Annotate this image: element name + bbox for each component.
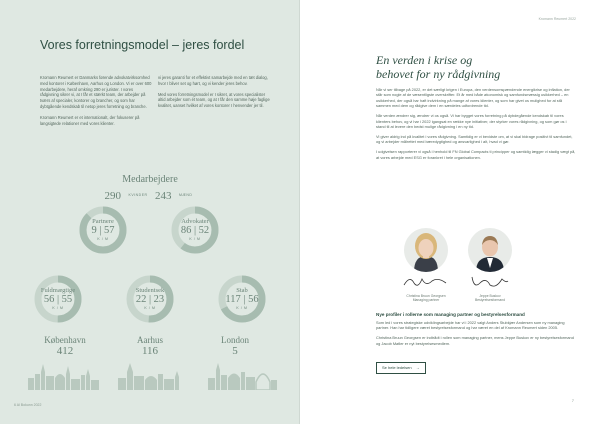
arrow-right-icon: → bbox=[415, 365, 420, 370]
city-name: København bbox=[44, 335, 86, 345]
city-name: Aarhus bbox=[137, 335, 163, 345]
group-value: 86 | 52 bbox=[180, 225, 210, 236]
left-page-title: Vores forretningsmodel – jeres fordel bbox=[40, 38, 245, 52]
left-column-2 bbox=[158, 75, 270, 114]
left-page-footer: 6 Al Bokunn 2022 bbox=[14, 403, 42, 407]
city-count: 412 bbox=[56, 345, 74, 357]
title-line: behovet for ny rådgivning bbox=[376, 67, 501, 81]
body-paragraph: Vi giver aldrig ind på kvalitet i vores rådgivning. Samtidig er vi bevidste om, at vi skal bidrage positivt til samfundet, og vi arbejder målrettet med bæredygtighed og ansvarlighed i alt, hvad vi gør. bbox=[376, 133, 573, 145]
group-name: Advokater bbox=[181, 218, 209, 225]
right-body-text bbox=[376, 87, 576, 164]
gender-totals bbox=[0, 186, 300, 204]
signature-christina bbox=[400, 273, 450, 291]
left-paragraph: Kromann Reumert er et internationalt, der fokuserer på langsigtede relationer med vores klienter. bbox=[40, 114, 140, 126]
city-kobenhavn bbox=[30, 335, 100, 357]
body-paragraph: I udgivelsen rapporterer vi også i henhold til FN Global Compacts ti principper og samtidig lægger vi stadig vægt på, at vores arbejde med ESG er forankret i hele organisationen. bbox=[376, 149, 576, 160]
title-line: En verden i krise og bbox=[376, 53, 473, 67]
ring-label-stab bbox=[218, 287, 266, 310]
right-page bbox=[300, 0, 600, 424]
caption-christina bbox=[396, 294, 456, 303]
city-london bbox=[200, 335, 270, 357]
portrait-jeppe-buskov bbox=[468, 228, 512, 272]
ring-label-fuldmaegtige bbox=[34, 287, 82, 310]
body-paragraph: Christina Bruun Georgsen er indtrådt i rollen som managing partner, mens Jeppe Buskov er ny bestyrelsesformand og Jacob Møller er nyt bestyrelsesmedlem. bbox=[376, 335, 574, 346]
ring-label-partnere bbox=[79, 218, 127, 241]
running-header: Kromann Reumert 2022 bbox=[538, 17, 576, 21]
caption-text: Jeppe Buskov Bestyrelsesformand bbox=[475, 294, 505, 303]
body-paragraph: Når vi ser tilbage på 2022, er det særligt krigen i Europa, den verdensomspændende energikrise og inflation, der står som nogle af de væsentligste overskrifter. Et år med både økonomisk og samfundsmæssig usikkerhed – en usikkerhed, der også har haft indvirkning på mange af vores klienter, og som har givet os mulighed for at stå sammen med dem og rådgive dem i en særdeles udfordrende tid. bbox=[376, 87, 570, 109]
city-count: 116 bbox=[141, 345, 159, 357]
group-value: 117 | 56 bbox=[225, 294, 259, 305]
portrait-christina-bruun-georgsen bbox=[404, 228, 448, 272]
women-label: KVINDER bbox=[128, 192, 148, 197]
ring-label-studentsek bbox=[126, 287, 174, 310]
group-km: K / M bbox=[144, 306, 156, 310]
group-km: K / M bbox=[97, 237, 109, 241]
city-name: London bbox=[221, 335, 249, 345]
group-km: K / M bbox=[189, 237, 201, 241]
group-value: 22 | 23 bbox=[135, 294, 165, 305]
employees-heading: Medarbejdere bbox=[122, 174, 178, 185]
city-skyline-illustration bbox=[0, 360, 300, 390]
section-subheading: Nye profiler i rollerne som managing partner og bestyrelsesformand bbox=[376, 312, 525, 317]
group-km: K / M bbox=[52, 306, 64, 310]
group-name: Stab bbox=[236, 287, 248, 294]
see-full-management-button[interactable] bbox=[376, 362, 426, 374]
right-page-title bbox=[376, 53, 500, 81]
city-aarhus bbox=[115, 335, 185, 357]
left-paragraph: vi jeres garanti for et effektivt samarbejde med en tæt dialog, hvor I bliver set og hørt, og vi kender jeres behov. bbox=[158, 75, 268, 86]
women-count: 290 bbox=[104, 190, 122, 202]
section-body-text bbox=[376, 320, 576, 351]
body-paragraph: Som led i vores strategiske udviklingsarbejde har vi i 2022 valgt Anders Stubkjær Andersen som ny managing partner. Han har tidligere været bestyrelsesformand og har været en del af Kromann Reumert siden 2005. bbox=[376, 320, 565, 331]
caption-text: Christina Bruun Georgsen Managing partner bbox=[406, 294, 446, 303]
left-paragraph: Med vores forretningsmodel er I sikret, at vores specialister altid arbejder som ét team, og at I får den samme høje faglige kvalitet, uanset hvilket af vores kontorer I henvender jer til. bbox=[158, 91, 270, 109]
city-count: 5 bbox=[232, 345, 238, 357]
group-name: Studentsek bbox=[135, 287, 165, 294]
group-value: 9 | 57 bbox=[91, 225, 115, 236]
group-name: Fuldmægtige bbox=[40, 287, 76, 294]
men-count: 243 bbox=[155, 190, 172, 202]
caption-jeppe bbox=[460, 294, 520, 303]
body-paragraph: Når verden ændrer sig, ændrer vi os også. Vi har bygget vores forretning på dybdegående kendskab til vores klienters behov, og vi har i 2022 igangsat en række nye initiativer, der styrker vores rådgivning, og som gør os i stand til at levere den bedst mulige rådgivning i en ny tid. bbox=[376, 113, 567, 129]
group-km: K / M bbox=[236, 306, 248, 310]
signature-jeppe bbox=[466, 273, 512, 291]
button-label: Se hele ledelsen bbox=[382, 365, 412, 370]
men-label: MÆND bbox=[178, 192, 193, 197]
ring-label-advokater bbox=[171, 218, 219, 241]
group-name: Partnere bbox=[92, 218, 114, 225]
page-number: 7 bbox=[571, 398, 574, 403]
left-paragraph: Kromann Reumert er Danmarks førende advokatvirksomhed med kontorer i København, Aarhus og London. Vi er over 600 medarbejdere, heraf omkring 290 er jurister. I vores rådgivning sikrer vi, at I får et stærkt team, der arbejder på tværs af specialer, kontorer og brancher, og som har dybtgående kendskab til netop jeres forretning og branche. bbox=[40, 75, 152, 109]
group-value: 56 | 55 bbox=[43, 294, 73, 305]
left-column-1 bbox=[40, 75, 152, 131]
